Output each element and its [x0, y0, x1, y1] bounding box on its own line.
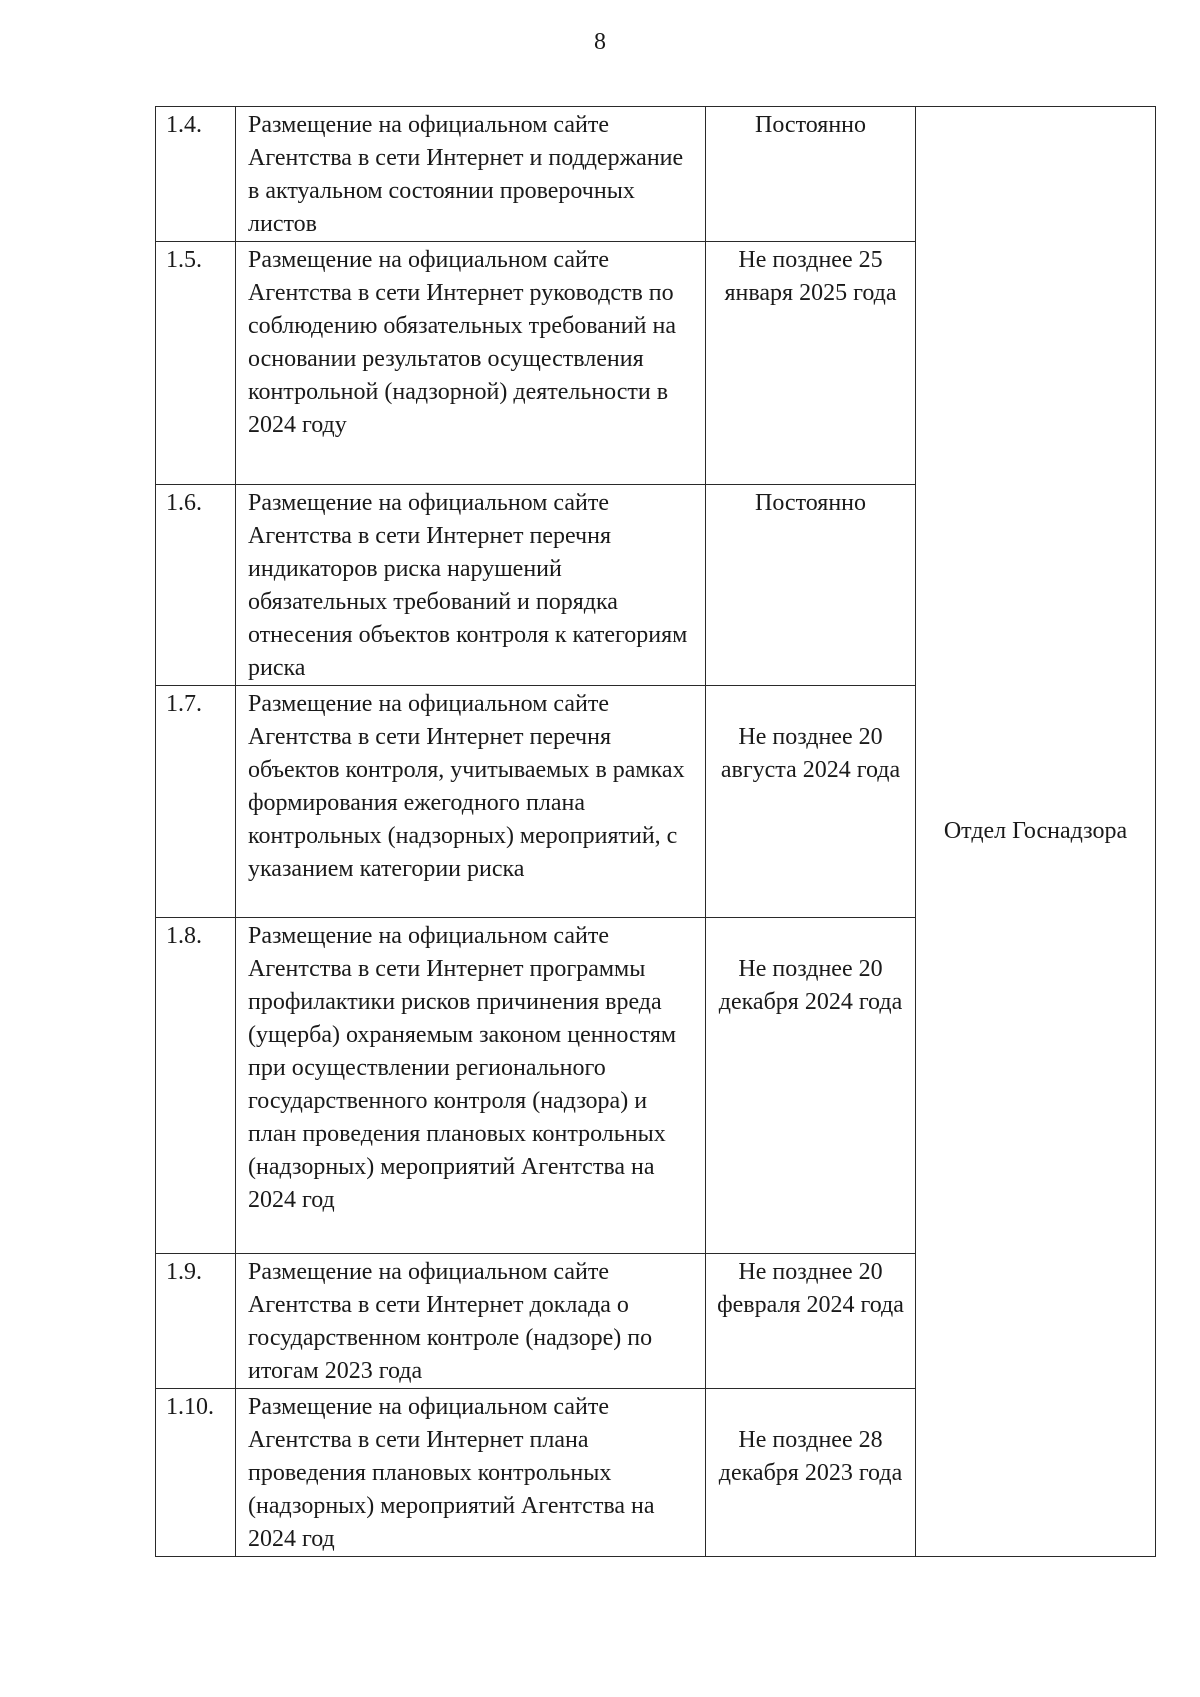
event-term: Постоянно: [706, 107, 916, 242]
event-description: Размещение на официальном сайте Агентства в сети Интернет и поддержание в актуальном состоянии проверочных листов: [236, 107, 706, 242]
row-number: 1.7.: [156, 686, 236, 918]
event-description: Размещение на официальном сайте Агентства в сети Интернет доклада о государственном контроле (надзоре) по итогам 2023 года: [236, 1254, 706, 1389]
row-number: 1.6.: [156, 485, 236, 686]
event-term: Не позднее 20 февраля 2024 года: [706, 1254, 916, 1389]
responsible-department: Отдел Госнадзора: [916, 107, 1156, 1557]
plan-table: [155, 106, 1156, 1557]
table-row: [156, 107, 1156, 242]
event-description: Размещение на официальном сайте Агентства в сети Интернет плана проведения плановых контрольных (надзорных) мероприятий Агентства на 2024 год: [236, 1389, 706, 1557]
row-number: 1.5.: [156, 242, 236, 485]
page-number: 8: [594, 29, 606, 55]
row-number: 1.8.: [156, 918, 236, 1254]
row-number: 1.4.: [156, 107, 236, 242]
event-term: Не позднее 20 декабря 2024 года: [706, 918, 916, 1254]
event-description: Размещение на официальном сайте Агентства в сети Интернет руководств по соблюдению обязательных требований на основании результатов осуществления контрольной (надзорной) деятельности в 2024 году: [236, 242, 706, 485]
event-term: Не позднее 20 августа 2024 года: [706, 686, 916, 918]
event-term: Постоянно: [706, 485, 916, 686]
row-number: 1.9.: [156, 1254, 236, 1389]
event-description: Размещение на официальном сайте Агентства в сети Интернет перечня объектов контроля, учитываемых в рамках формирования ежегодного плана контрольных (надзорных) мероприятий, с указанием категории риска: [236, 686, 706, 918]
event-term: Не позднее 28 декабря 2023 года: [706, 1389, 916, 1557]
row-number: 1.10.: [156, 1389, 236, 1557]
event-description: Размещение на официальном сайте Агентства в сети Интернет программы профилактики рисков причинения вреда (ущерба) охраняемым законом ценностям при осуществлении регионального государственного контроля (надзора) и план проведения плановых контрольных (надзорных) мероприятий Агентства на 2024 год: [236, 918, 706, 1254]
event-description: Размещение на официальном сайте Агентства в сети Интернет перечня индикаторов риска нарушений обязательных требований и порядка отнесения объектов контроля к категориям риска: [236, 485, 706, 686]
event-term: Не позднее 25 января 2025 года: [706, 242, 916, 485]
